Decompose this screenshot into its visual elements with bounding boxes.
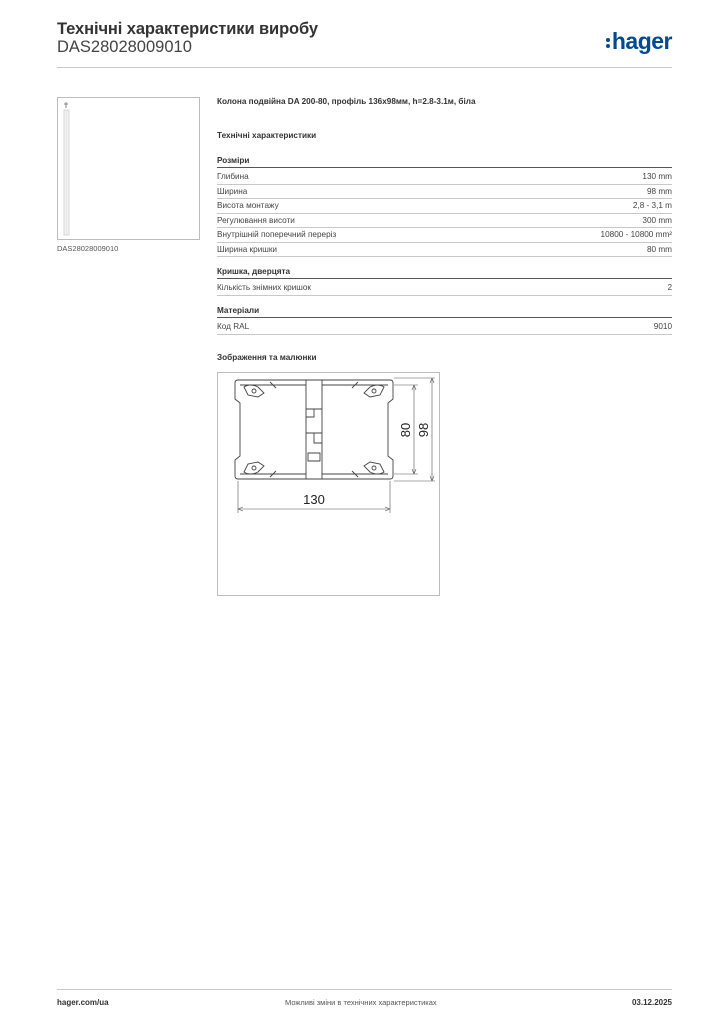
spec-label: Внутрішній поперечний переріз — [217, 230, 337, 239]
group-title-covers: Кришка, дверцята — [217, 267, 672, 279]
dim-cover-label: 80 — [398, 422, 413, 438]
dim-width-label: 130 — [303, 492, 325, 507]
spec-row — [217, 228, 672, 243]
logo-text: hager — [611, 28, 672, 54]
specs-heading: Технічні характеристики — [217, 131, 317, 140]
spec-value: 2,8 - 3,1 m — [632, 201, 672, 210]
spec-row — [217, 243, 672, 258]
hager-logo — [606, 28, 672, 55]
header-divider — [57, 67, 672, 68]
spec-value: 9010 — [653, 322, 672, 331]
footer-note: Можливі зміни в технічних характеристиках — [285, 998, 437, 1007]
spec-label: Регулювання висоти — [217, 215, 295, 225]
spec-row — [217, 320, 672, 335]
product-code: DAS28028009010 — [57, 38, 192, 56]
column-thumbnail-icon — [58, 98, 199, 239]
spec-value: 300 mm — [642, 215, 672, 225]
spec-row — [217, 281, 672, 296]
spec-value: 130 mm — [642, 172, 672, 181]
spec-label: Кількість знімних кришок — [217, 283, 312, 292]
spec-label: Висота монтажу — [217, 201, 279, 210]
group-title-dimensions: Розміри — [217, 156, 672, 168]
spec-row — [217, 185, 672, 200]
product-name: Колона подвійна DA 200-80, профіль 136х98мм, h=2.8-3.1м, біла — [217, 97, 476, 106]
group-title-materials: Матеріали — [217, 306, 672, 318]
spec-row — [217, 214, 672, 229]
spec-value: 80 mm — [646, 244, 672, 254]
spec-label: Глибина — [217, 172, 249, 181]
spec-label: Ширина — [217, 186, 248, 196]
dim-height-label: 98 — [416, 422, 431, 438]
spec-row — [217, 199, 672, 214]
page-title: Технічні характеристики виробу — [57, 20, 318, 38]
footer-date: 03.12.2025 — [631, 998, 672, 1007]
footer-divider — [57, 989, 672, 990]
logo-dots-icon — [606, 36, 610, 50]
image-caption: DAS28028009010 — [57, 244, 119, 253]
product-image — [57, 97, 200, 240]
spec-value: 98 mm — [646, 186, 672, 196]
spec-value: 10800 - 10800 mm² — [600, 230, 672, 239]
technical-drawing — [217, 372, 440, 596]
drawings-heading: Зображення та малюнки — [217, 353, 317, 362]
spec-value: 2 — [667, 283, 672, 292]
footer-site-link[interactable]: hager.com/ua — [57, 998, 109, 1007]
spec-row — [217, 170, 672, 185]
spec-label: Ширина кришки — [217, 244, 277, 254]
spec-label: Код RAL — [217, 322, 250, 331]
profile-cross-section-icon — [218, 373, 439, 595]
